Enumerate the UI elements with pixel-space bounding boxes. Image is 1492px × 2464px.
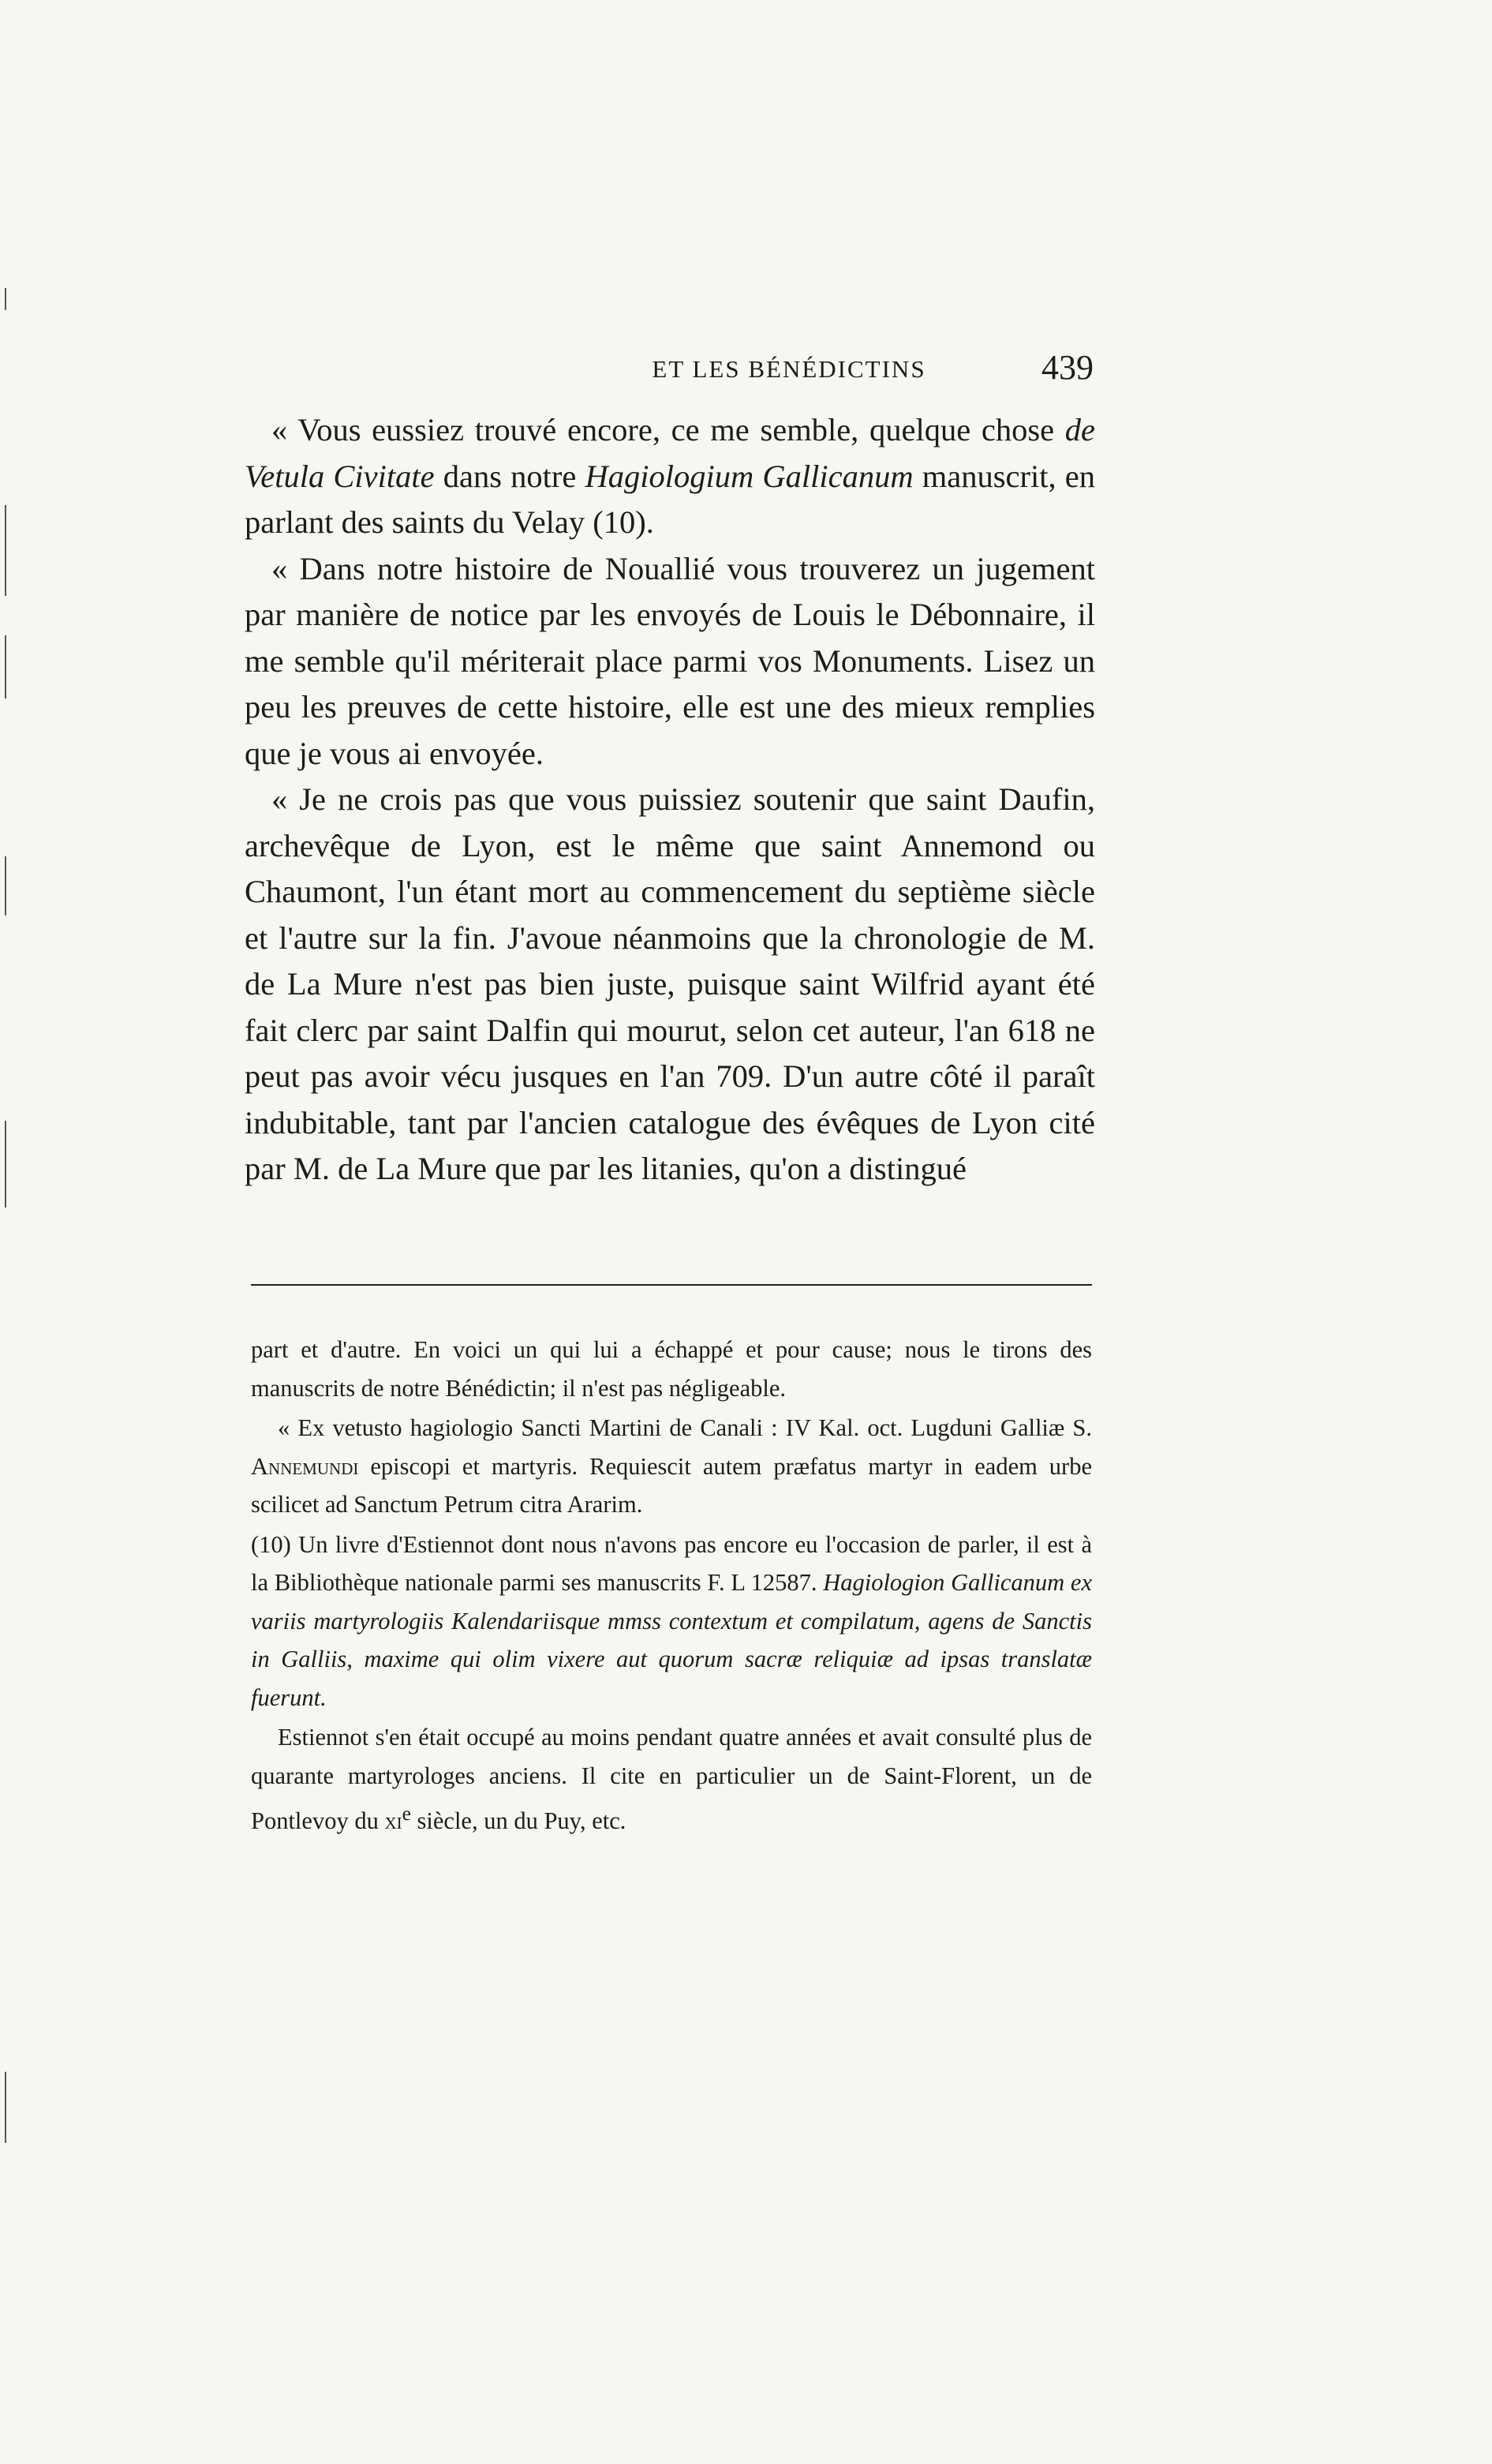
footnote-rule: [251, 1284, 1092, 1286]
text-run: manuscrit, en parlant des saints du Velay (10).: [245, 458, 1096, 540]
page-header: [245, 347, 1097, 395]
scan-mark: [5, 635, 6, 698]
footnote-paragraph: part et d'autre. En voici un qui lui a échappé et pour cause; nous le tirons des manuscrits de notre Bénédictin; il n'est pas négligeable.: [251, 1336, 1092, 1402]
paragraph: [245, 407, 1095, 546]
text-run: « Ex vetusto hagiologio Sancti Martini de Canali : IV Kal. oct. Lugduni Galliæ S.: [278, 1414, 1092, 1441]
footnotes: [251, 1331, 1092, 1842]
italic-run: Hagiologion Gallicanum ex variis martyrologiis Kalendariisque mmss contextum et compilatum, agens de Sanctis in Galliis, maxime qui olim vixere aut quorum sacræ reliquiæ ad ipsas translatæ fuerunt.: [251, 1569, 1092, 1711]
small-caps-run: xi: [384, 1807, 402, 1835]
superscript: e: [402, 1803, 411, 1825]
scan-mark: [5, 288, 6, 310]
italic-run: de Vetula Civitate: [245, 412, 1095, 494]
main-text: [245, 407, 1095, 1193]
scan-mark: [5, 505, 6, 596]
page-number: 439: [1041, 348, 1094, 387]
scan-mark: [5, 856, 6, 916]
scan-mark: [5, 1121, 6, 1208]
text-run: (10) Un livre d'Estiennot dont nous n'avons pas encore eu l'occasion de parler, il est à la Bibliothèque nationale parmi ses manuscrits F. L 12587.: [251, 1530, 1092, 1596]
italic-run: Hagiologium Gallicanum: [585, 458, 914, 494]
text-run: dans notre: [434, 458, 585, 494]
text-run: « Vous eussiez trouvé encore, ce me semble, quelque chose: [271, 412, 1065, 447]
paragraph: « Dans notre histoire de Nouallié vous trouverez un jugement par manière de notice par les envoyés de Louis le Débonnaire, il me semble qu'il mériterait place parmi vos Monuments. Lisez un peu les preuves de cette histoire, elle est une des mieux remplies que je vous ai envoyée.: [245, 550, 1095, 771]
running-head: ET LES BÉNÉDICTINS: [652, 355, 926, 383]
text-run: episcopi et martyris. Requiescit autem præfatus martyr in eadem urbe scilicet ad Sanctum Petrum citra Ararim.: [251, 1452, 1092, 1518]
paragraph: « Je ne crois pas que vous puissiez soutenir que saint Daufin, archevêque de Lyon, est le même que saint Annemond ou Chaumont, l'un étant mort au commencement du septième siècle et l'autre sur la fin. J'avoue néanmoins que la chronologie de M. de La Mure n'est pas bien juste, puisque saint Wilfrid ayant été fait clerc par saint Dalfin qui mourut, selon cet auteur, l'an 618 ne peut pas avoir vécu jusques en l'an 709. D'un autre côté il paraît indubitable, tant par l'ancien catalogue des évêques de Lyon cité par M. de La Mure que par les litanies, qu'on a distingué: [245, 781, 1095, 1186]
text-run: siècle, un du Puy, etc.: [410, 1807, 626, 1835]
small-caps-run: Annemundi: [251, 1452, 359, 1480]
footnote-paragraph: [251, 1409, 1092, 1524]
scan-mark: [5, 2072, 6, 2143]
text-run: Estiennot s'en était occupé au moins pendant quatre années et avait consulté plus de quarante martyrologes anciens. Il cite en particulier un de Saint-Florent, un de Pontlevoy du: [251, 1724, 1092, 1835]
footnote-paragraph: [251, 1718, 1092, 1841]
footnote-paragraph: [251, 1526, 1092, 1717]
